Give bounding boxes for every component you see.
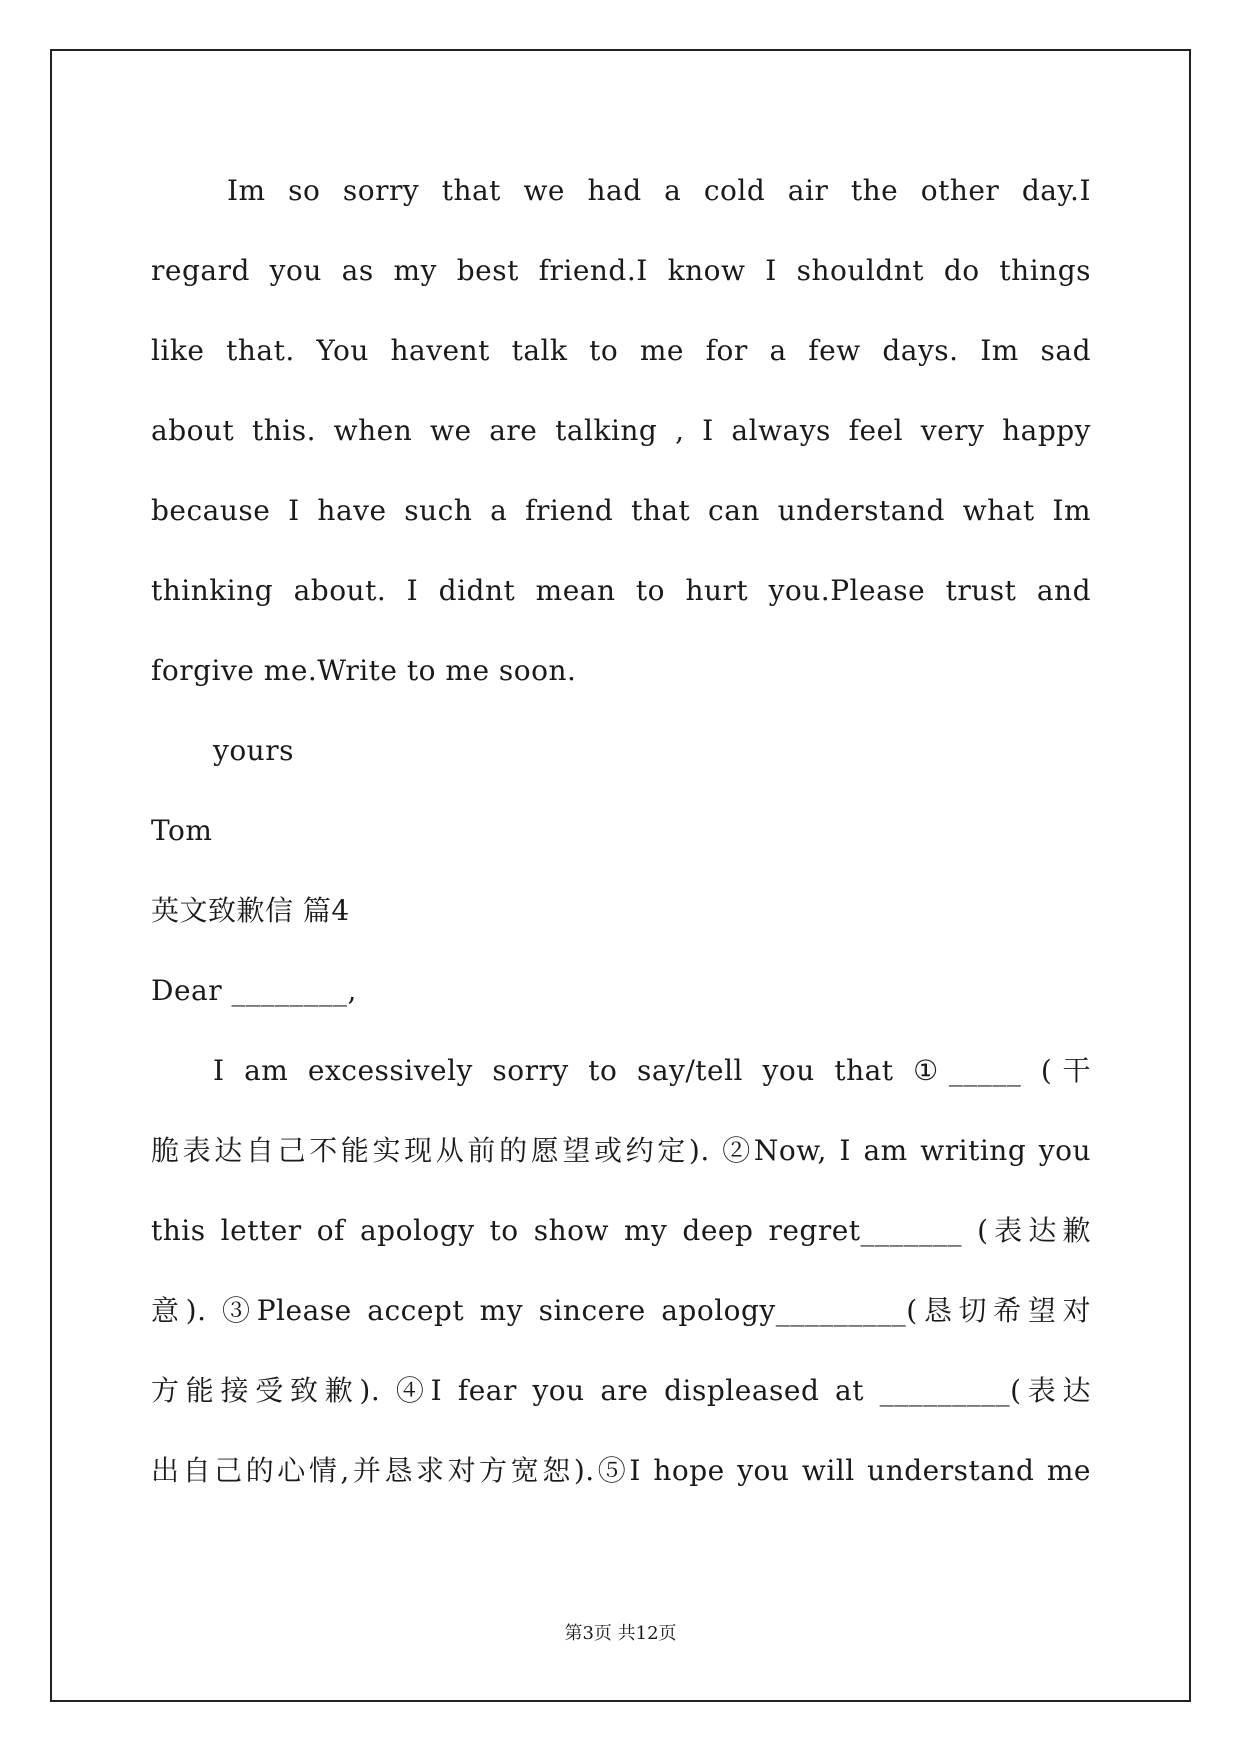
text-line-3: like that. You havent talk to me for a few days. Im sad [151, 334, 1091, 367]
text-line-4: about this. when we are talking , I always feel very happy [151, 414, 1091, 447]
signature-name: Tom [151, 814, 213, 847]
paragraph-line [227, 171, 1091, 211]
text-line-2: regard you as my best friend.I know I shouldnt do things [151, 254, 1091, 287]
paragraph-line [213, 1051, 1091, 1091]
text-line-7: forgive me.Write to me soon. [151, 654, 577, 687]
text-line-5: because I have such a friend that can understand what Im [151, 494, 1091, 527]
text-line-12: I am excessively sorry to say/tell you that ①_____ (干 [213, 1054, 1091, 1087]
text-line-15: 意). ③Please accept my sincere apology_________(恳切希望对 [151, 1294, 1091, 1327]
closing-yours: yours [213, 734, 294, 767]
text-line-16: 方能接受致歉). ④I fear you are displeased at _________(表达 [151, 1374, 1091, 1407]
section-heading: 英文致歉信 篇4 [151, 894, 350, 927]
salutation: Dear ________, [151, 974, 357, 1007]
text-line-17: 出自己的心情,并恳求对方宽恕).⑤I hope you will understand me [151, 1454, 1091, 1487]
text-line-13: 脆表达自己不能实现从前的愿望或约定). ②Now, I am writing you [151, 1134, 1091, 1167]
text-line-6: thinking about. I didnt mean to hurt you.Please trust and [151, 574, 1091, 607]
text-line-1: Im so sorry that we had a cold air the other day.I [227, 174, 1091, 207]
text-line-14: this letter of apology to show my deep regret_______ (表达歉 [151, 1214, 1091, 1247]
page-number-footer: 第3页 共12页 [564, 1623, 677, 1644]
